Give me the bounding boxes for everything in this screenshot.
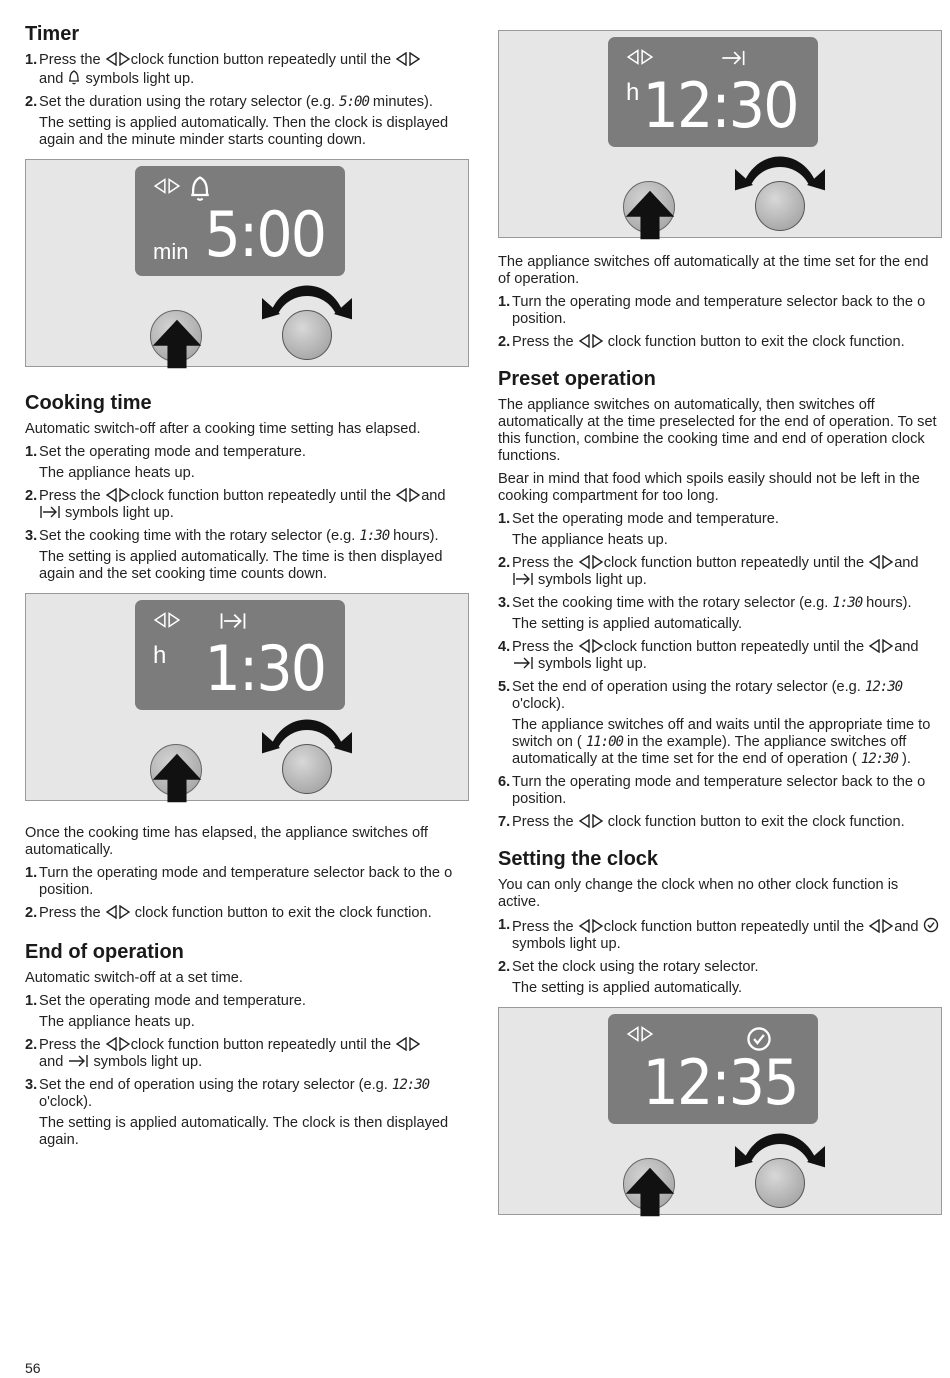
clock-function-icon	[578, 555, 604, 569]
oven-display	[135, 166, 345, 276]
timer-control-panel-illustration	[25, 159, 469, 367]
end-of-operation-section	[25, 940, 470, 1149]
cooking-time-after: Once the cooking time has elapsed, the appliance switches off automatically.	[25, 825, 428, 858]
preset-step-4: 4. Press the clock function button repeatedly until the and symbols light up.	[498, 639, 919, 672]
end-of-operation-control-panel-illustration	[498, 30, 942, 238]
clock-function-icon	[395, 52, 421, 66]
setting-clock-control-panel-illustration	[498, 1007, 942, 1215]
setting-clock-section	[498, 847, 943, 1215]
preset-step-6: 6. Turn the operating mode and temperature selector back to the o position.	[498, 774, 926, 807]
clock-function-icon	[578, 814, 604, 828]
display-unit: h	[626, 79, 640, 106]
setting-clock-intro: You can only change the clock when no other clock function is active.	[498, 877, 899, 910]
clock-function-icon	[868, 555, 894, 569]
oven-display	[608, 37, 818, 147]
end-time-icon	[720, 49, 746, 67]
clock-function-icon	[105, 488, 131, 502]
left-column	[25, 22, 470, 1155]
oven-display	[608, 1014, 818, 1124]
timer-step-1: 1. Press the clock function button repeatedly until the and symbols light up.	[25, 52, 470, 88]
cooking-time-intro: Automatic switch-off after a cooking time setting has elapsed.	[25, 421, 421, 437]
cooking-time-icon	[512, 572, 534, 586]
clock-step-1: 1. Press the clock function button repeatedly until the and symbols light up.	[498, 917, 943, 953]
end-after-1: 1. Turn the operating mode and temperature selector back to the o position.	[498, 294, 926, 327]
display-digits: 1:30	[204, 632, 325, 705]
clock-function-icon	[153, 178, 181, 194]
end-after-2: 2. Press the clock function button to exit the clock function.	[498, 334, 905, 350]
display-digits: 5:00	[204, 198, 325, 271]
right-column	[498, 30, 943, 1239]
cooking-step-1: 1. Set the operating mode and temperature. The appliance heats up.	[25, 444, 306, 481]
press-arrow-icon	[621, 1166, 679, 1218]
clock-function-icon	[626, 49, 654, 65]
rotary-selector	[282, 310, 332, 360]
clock-function-icon	[578, 334, 604, 348]
cooking-time-icon	[39, 505, 61, 519]
display-digits: 12:30	[642, 69, 798, 142]
clock-icon	[923, 917, 939, 933]
cooking-after-2: 2. Press the clock function button to exit the clock function.	[25, 905, 432, 921]
bell-icon	[67, 69, 81, 85]
end-step-2: 2. Press the clock function button repeatedly until the and symbols light up.	[25, 1037, 470, 1071]
preset-operation-section	[498, 367, 943, 831]
display-unit: h	[153, 642, 167, 669]
clock-function-icon	[395, 1037, 421, 1051]
end-of-operation-heading: End of operation	[25, 941, 184, 963]
clock-function-icon	[105, 1037, 131, 1051]
cooking-step-2: 2. Press the clock function button repeatedly until the and symbols light up.	[25, 488, 446, 521]
clock-function-icon	[395, 488, 421, 502]
clock-function-icon	[868, 919, 894, 933]
rotary-selector	[755, 181, 805, 231]
timer-section	[25, 22, 470, 367]
display-digits: 12:35	[642, 1046, 798, 1119]
clock-function-icon	[578, 639, 604, 653]
cooking-step-3: 3. Set the cooking time with the rotary selector (e.g. 1:30 hours). The setting is applied automatically. The time is then displayed again and the set cooking time counts down.	[25, 528, 443, 582]
clock-function-icon	[153, 612, 181, 628]
clock-function-icon	[105, 905, 131, 919]
clock-function-icon	[578, 919, 604, 933]
press-arrow-icon	[621, 189, 679, 241]
preset-intro-2: Bear in mind that food which spoils easily should not be left in the cooking compartment for too long.	[498, 471, 920, 504]
clock-function-icon	[626, 1026, 654, 1042]
preset-step-1: 1. Set the operating mode and temperature. The appliance heats up.	[498, 511, 779, 548]
end-step-3: 3. Set the end of operation using the rotary selector (e.g. 12:30 o'clock). The setting is applied automatically. The clock is then displayed again.	[25, 1077, 449, 1148]
cooking-time-section	[25, 391, 470, 922]
end-step-1: 1. Set the operating mode and temperature. The appliance heats up.	[25, 993, 306, 1030]
rotary-selector	[755, 1158, 805, 1208]
clock-function-icon	[868, 639, 894, 653]
end-operation-intro: Automatic switch-off at a set time.	[25, 970, 243, 986]
preset-step-3: 3. Set the cooking time with the rotary selector (e.g. 1:30 hours). The setting is applied automatically.	[498, 595, 912, 632]
clock-step-2: 2. Set the clock using the rotary selector. The setting is applied automatically.	[498, 959, 759, 996]
preset-step-2: 2. Press the clock function button repeatedly until the and symbols light up.	[498, 555, 919, 588]
end-operation-after-text: The appliance switches off automatically at the time set for the end of operation.	[498, 254, 929, 287]
setting-clock-heading: Setting the clock	[498, 848, 659, 870]
end-of-operation-after	[498, 254, 943, 351]
timer-step-2: 2. Set the duration using the rotary selector (e.g. 5:00 minutes). The setting is applied automatically. Then the clock is displayed again and the minute minder starts counting down.	[25, 94, 449, 148]
preset-step-5: 5. Set the end of operation using the rotary selector (e.g. 12:30 o'clock). The appliance switches off and waits until the appropriate time to switch on ( 11:00 in the example). The appliance switches off automatically at the time set for the end of operation ( 12:30 ).	[498, 679, 931, 767]
display-unit: min	[153, 239, 189, 264]
rotary-selector	[282, 744, 332, 794]
page-number: 56	[25, 1360, 41, 1376]
end-time-icon	[67, 1054, 89, 1068]
press-arrow-icon	[148, 752, 206, 804]
end-time-icon	[512, 656, 534, 670]
cooking-time-control-panel-illustration	[25, 593, 469, 801]
oven-display	[135, 600, 345, 710]
press-arrow-icon	[148, 318, 206, 370]
preset-intro-1: The appliance switches on automatically, then switches off automatically at the time preselected for the end of operation. To set this function, combine the cooking time and end of operation clock functions.	[498, 397, 937, 464]
clock-function-icon	[105, 52, 131, 66]
preset-operation-heading: Preset operation	[498, 368, 656, 390]
preset-step-7: 7. Press the clock function button to exit the clock function.	[498, 814, 905, 830]
timer-heading: Timer	[25, 23, 80, 45]
cooking-time-heading: Cooking time	[25, 392, 152, 414]
cooking-after-1: 1. Turn the operating mode and temperature selector back to the o position.	[25, 865, 453, 898]
cooking-time-icon	[219, 612, 247, 630]
